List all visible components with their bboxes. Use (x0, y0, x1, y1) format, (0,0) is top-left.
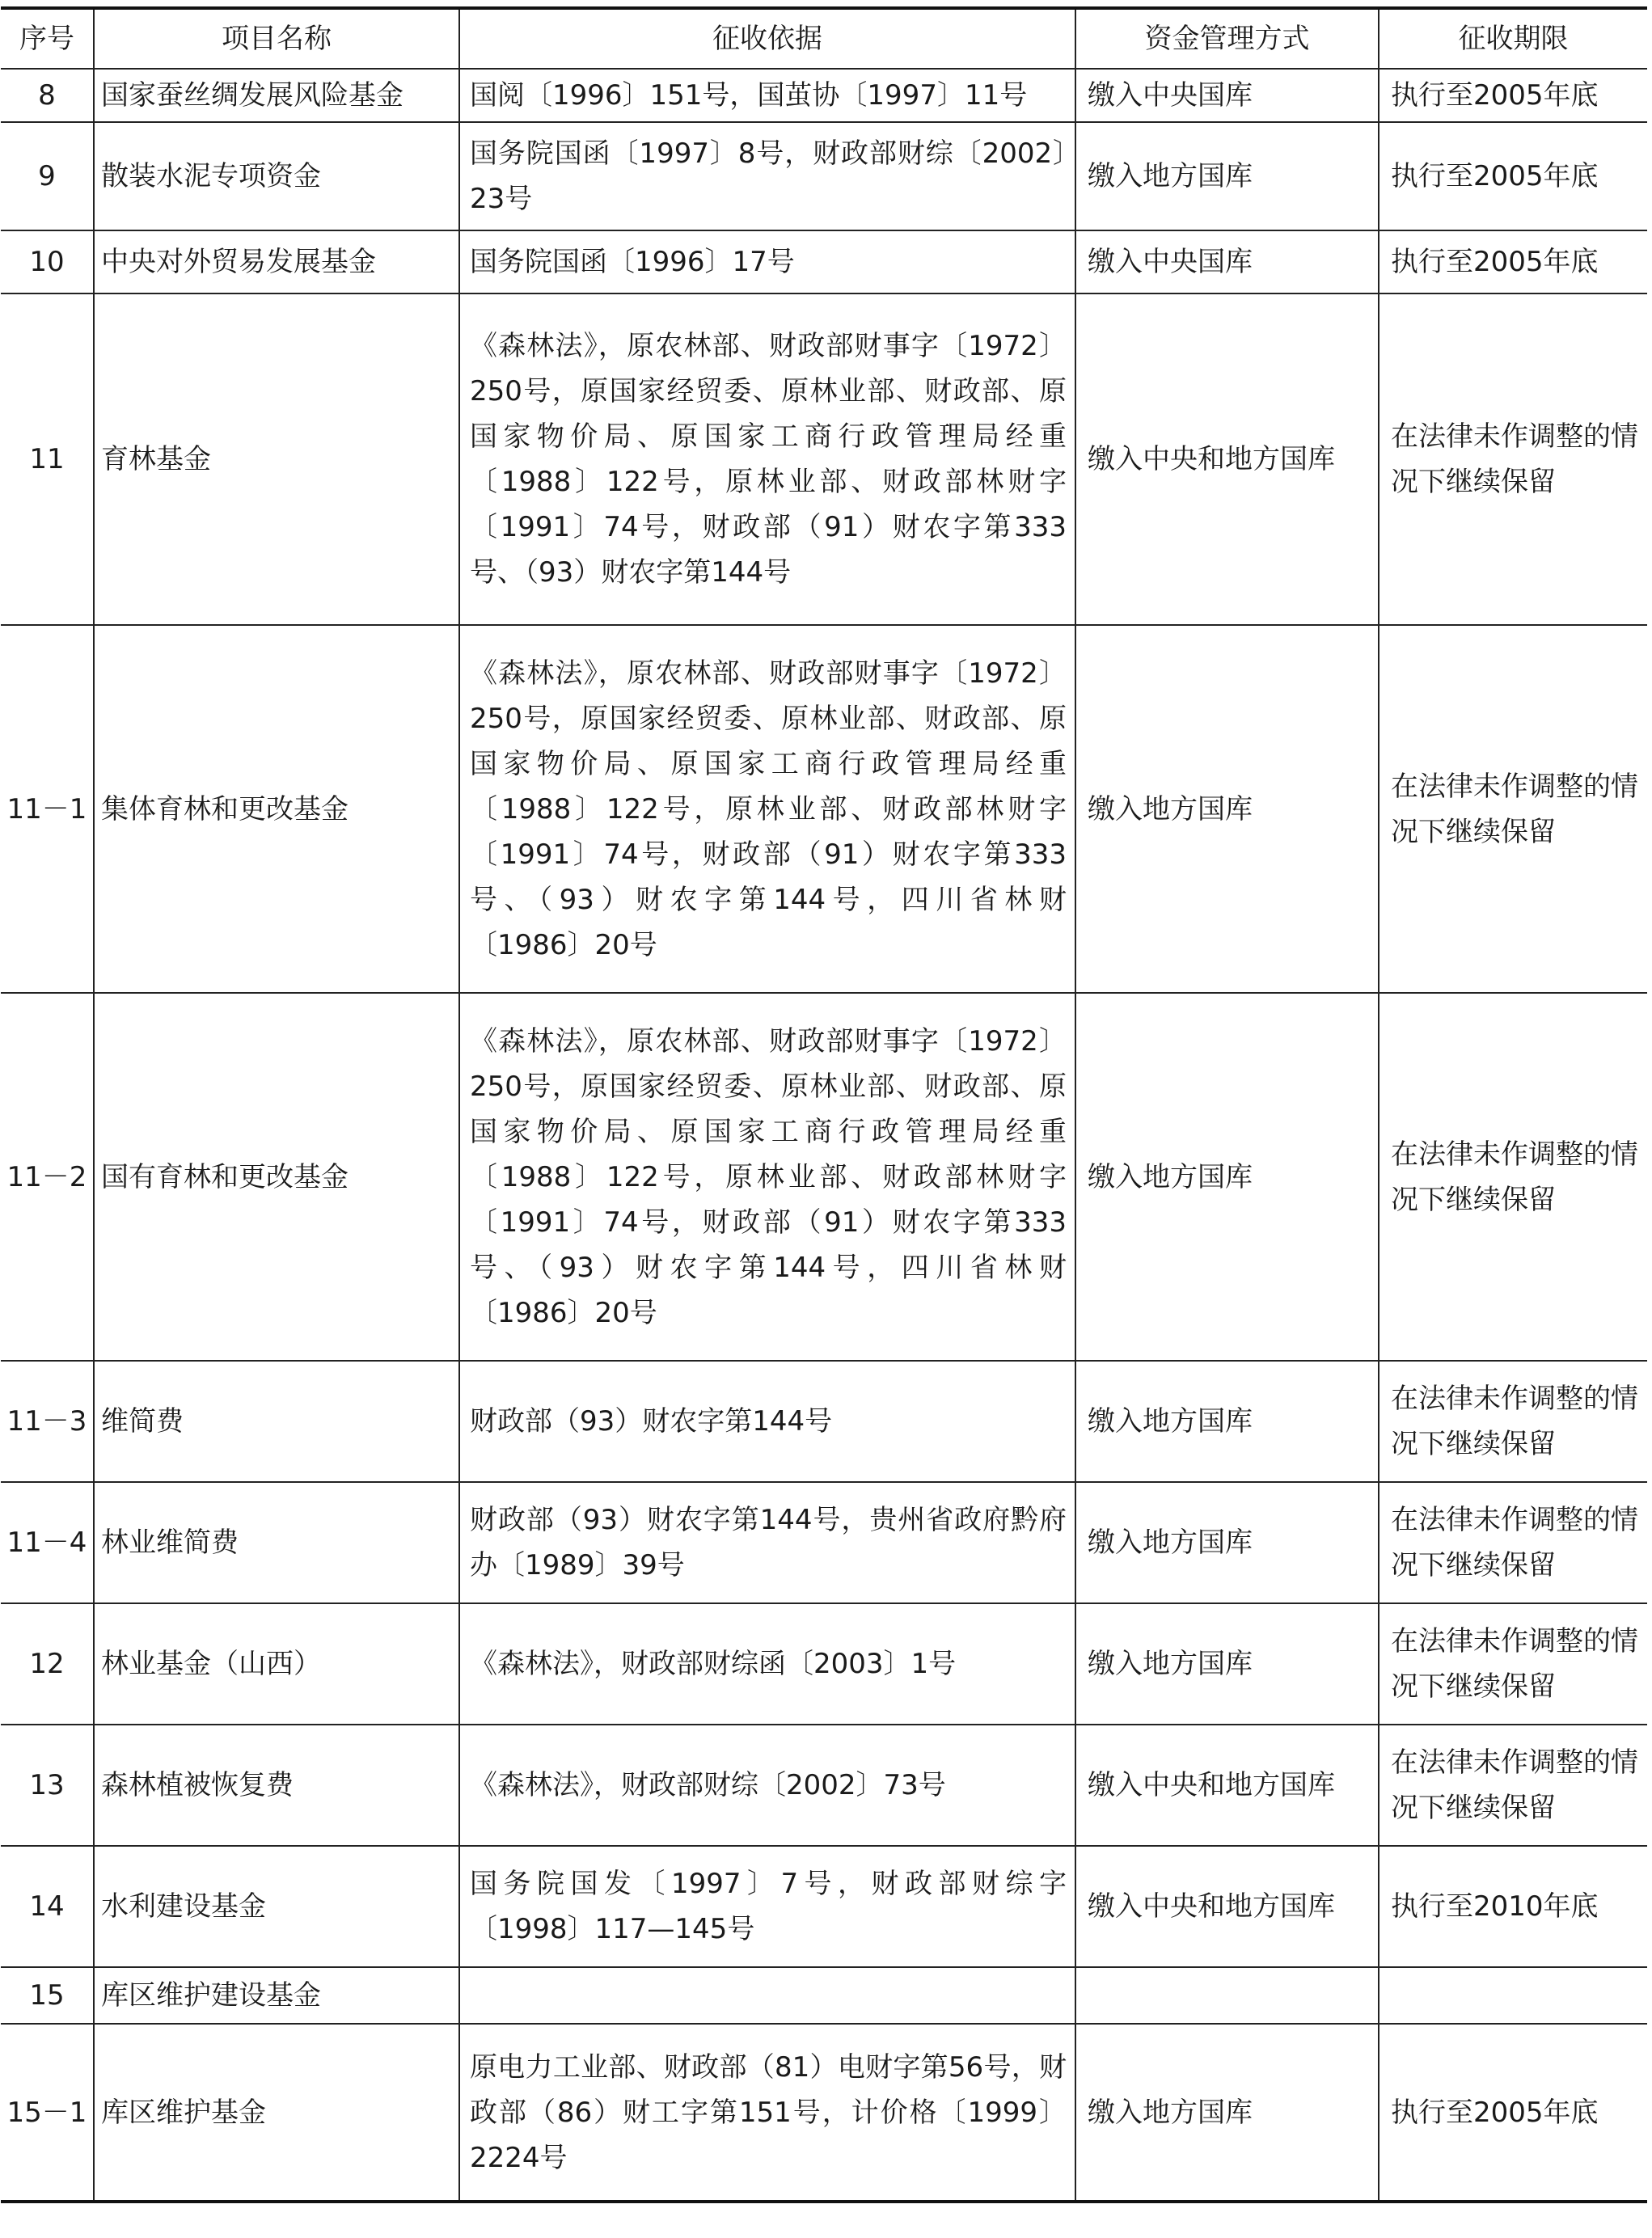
cell-name: 国有育林和更改基金 (94, 993, 459, 1361)
cell-term (1379, 1967, 1647, 2024)
table-row (1, 293, 1647, 625)
cell-name: 库区维护建设基金 (94, 1967, 459, 2024)
cell-basis: 《森林法》，原农林部、财政部财事字〔1972〕250号，原国家经贸委、原林业部、财政部、原国家物价局、原国家工商行政管理局经重〔1988〕122号，原林业部、财政部林财字〔1991〕74号，财政部（91）财农字第333号、（93）财农字第144号，四川省林财〔1986〕20号 (459, 625, 1075, 993)
cell-term: 执行至2010年底 (1379, 1846, 1647, 1967)
cell-basis: 财政部（93）财农字第144号，贵州省政府黔府办〔1989〕39号 (459, 1482, 1075, 1603)
cell-seq: 11－1 (1, 625, 94, 993)
cell-basis: 国阅〔1996〕151号，国茧协〔1997〕11号 (459, 69, 1075, 122)
cell-seq: 12 (1, 1603, 94, 1725)
header-basis: 征收依据 (459, 8, 1075, 69)
table-row (1, 625, 1647, 993)
header-mgmt: 资金管理方式 (1075, 8, 1379, 69)
cell-name: 林业维简费 (94, 1482, 459, 1603)
table-row (1, 122, 1647, 230)
cell-name: 维简费 (94, 1361, 459, 1482)
header-seq: 序号 (1, 8, 94, 69)
cell-seq: 9 (1, 122, 94, 230)
cell-basis: 国务院国发〔1997〕7号，财政部财综字〔1998〕117—145号 (459, 1846, 1075, 1967)
cell-mgmt: 缴入地方国库 (1075, 993, 1379, 1361)
table-row (1, 230, 1647, 293)
cell-name: 集体育林和更改基金 (94, 625, 459, 993)
cell-basis: 《森林法》，原农林部、财政部财事字〔1972〕250号，原国家经贸委、原林业部、财政部、原国家物价局、原国家工商行政管理局经重〔1988〕122号，原林业部、财政部林财字〔1991〕74号，财政部（91）财农字第333号、（93）财农字第144号 (459, 293, 1075, 625)
header-row (1, 8, 1647, 69)
cell-basis: 财政部（93）财农字第144号 (459, 1361, 1075, 1482)
table-row (1, 1846, 1647, 1967)
cell-seq: 11－4 (1, 1482, 94, 1603)
cell-seq: 11－3 (1, 1361, 94, 1482)
fee-table (1, 6, 1647, 2203)
header-name: 项目名称 (94, 8, 459, 69)
cell-mgmt: 缴入中央和地方国库 (1075, 1846, 1379, 1967)
cell-term: 在法律未作调整的情况下继续保留 (1379, 1482, 1647, 1603)
cell-term: 在法律未作调整的情况下继续保留 (1379, 993, 1647, 1361)
table-row (1, 1361, 1647, 1482)
table-header (1, 8, 1647, 69)
cell-basis: 原电力工业部、财政部（81）电财字第56号，财政部（86）财工字第151号，计价格〔1999〕2224号 (459, 2024, 1075, 2202)
cell-term: 在法律未作调整的情况下继续保留 (1379, 293, 1647, 625)
cell-mgmt: 缴入地方国库 (1075, 625, 1379, 993)
cell-mgmt: 缴入地方国库 (1075, 2024, 1379, 2202)
cell-term: 执行至2005年底 (1379, 122, 1647, 230)
cell-name: 育林基金 (94, 293, 459, 625)
cell-name: 国家蚕丝绸发展风险基金 (94, 69, 459, 122)
table-row (1, 2024, 1647, 2202)
cell-seq: 15－1 (1, 2024, 94, 2202)
cell-term: 在法律未作调整的情况下继续保留 (1379, 1725, 1647, 1846)
cell-basis: 《森林法》，原农林部、财政部财事字〔1972〕250号，原国家经贸委、原林业部、财政部、原国家物价局、原国家工商行政管理局经重〔1988〕122号，原林业部、财政部林财字〔1991〕74号，财政部（91）财农字第333号、（93）财农字第144号，四川省林财〔1986〕20号 (459, 993, 1075, 1361)
cell-term: 执行至2005年底 (1379, 2024, 1647, 2202)
cell-seq: 11 (1, 293, 94, 625)
cell-name: 林业基金（山西） (94, 1603, 459, 1725)
cell-term: 在法律未作调整的情况下继续保留 (1379, 1603, 1647, 1725)
table-row (1, 1967, 1647, 2024)
cell-seq: 14 (1, 1846, 94, 1967)
cell-seq: 11－2 (1, 993, 94, 1361)
cell-mgmt: 缴入地方国库 (1075, 1361, 1379, 1482)
cell-mgmt: 缴入地方国库 (1075, 1603, 1379, 1725)
cell-name: 水利建设基金 (94, 1846, 459, 1967)
cell-mgmt: 缴入中央国库 (1075, 69, 1379, 122)
cell-seq: 15 (1, 1967, 94, 2024)
cell-name: 散装水泥专项资金 (94, 122, 459, 230)
table-row (1, 1725, 1647, 1846)
table-row (1, 1603, 1647, 1725)
cell-mgmt (1075, 1967, 1379, 2024)
cell-basis: 国务院国函〔1996〕17号 (459, 230, 1075, 293)
cell-term: 在法律未作调整的情况下继续保留 (1379, 1361, 1647, 1482)
cell-mgmt: 缴入地方国库 (1075, 122, 1379, 230)
header-term: 征收期限 (1379, 8, 1647, 69)
cell-mgmt: 缴入地方国库 (1075, 1482, 1379, 1603)
cell-mgmt: 缴入中央和地方国库 (1075, 293, 1379, 625)
cell-basis (459, 1967, 1075, 2024)
cell-basis: 《森林法》，财政部财综〔2002〕73号 (459, 1725, 1075, 1846)
cell-seq: 8 (1, 69, 94, 122)
cell-basis: 《森林法》，财政部财综函〔2003〕1号 (459, 1603, 1075, 1725)
cell-name: 库区维护基金 (94, 2024, 459, 2202)
cell-term: 执行至2005年底 (1379, 69, 1647, 122)
table-row (1, 1482, 1647, 1603)
cell-mgmt: 缴入中央和地方国库 (1075, 1725, 1379, 1846)
cell-mgmt: 缴入中央国库 (1075, 230, 1379, 293)
cell-seq: 10 (1, 230, 94, 293)
table-row (1, 69, 1647, 122)
cell-seq: 13 (1, 1725, 94, 1846)
cell-term: 在法律未作调整的情况下继续保留 (1379, 625, 1647, 993)
table-row (1, 993, 1647, 1361)
cell-name: 森林植被恢复费 (94, 1725, 459, 1846)
cell-name: 中央对外贸易发展基金 (94, 230, 459, 293)
cell-term: 执行至2005年底 (1379, 230, 1647, 293)
table-body (1, 69, 1647, 2202)
cell-basis: 国务院国函〔1997〕8号，财政部财综〔2002〕23号 (459, 122, 1075, 230)
